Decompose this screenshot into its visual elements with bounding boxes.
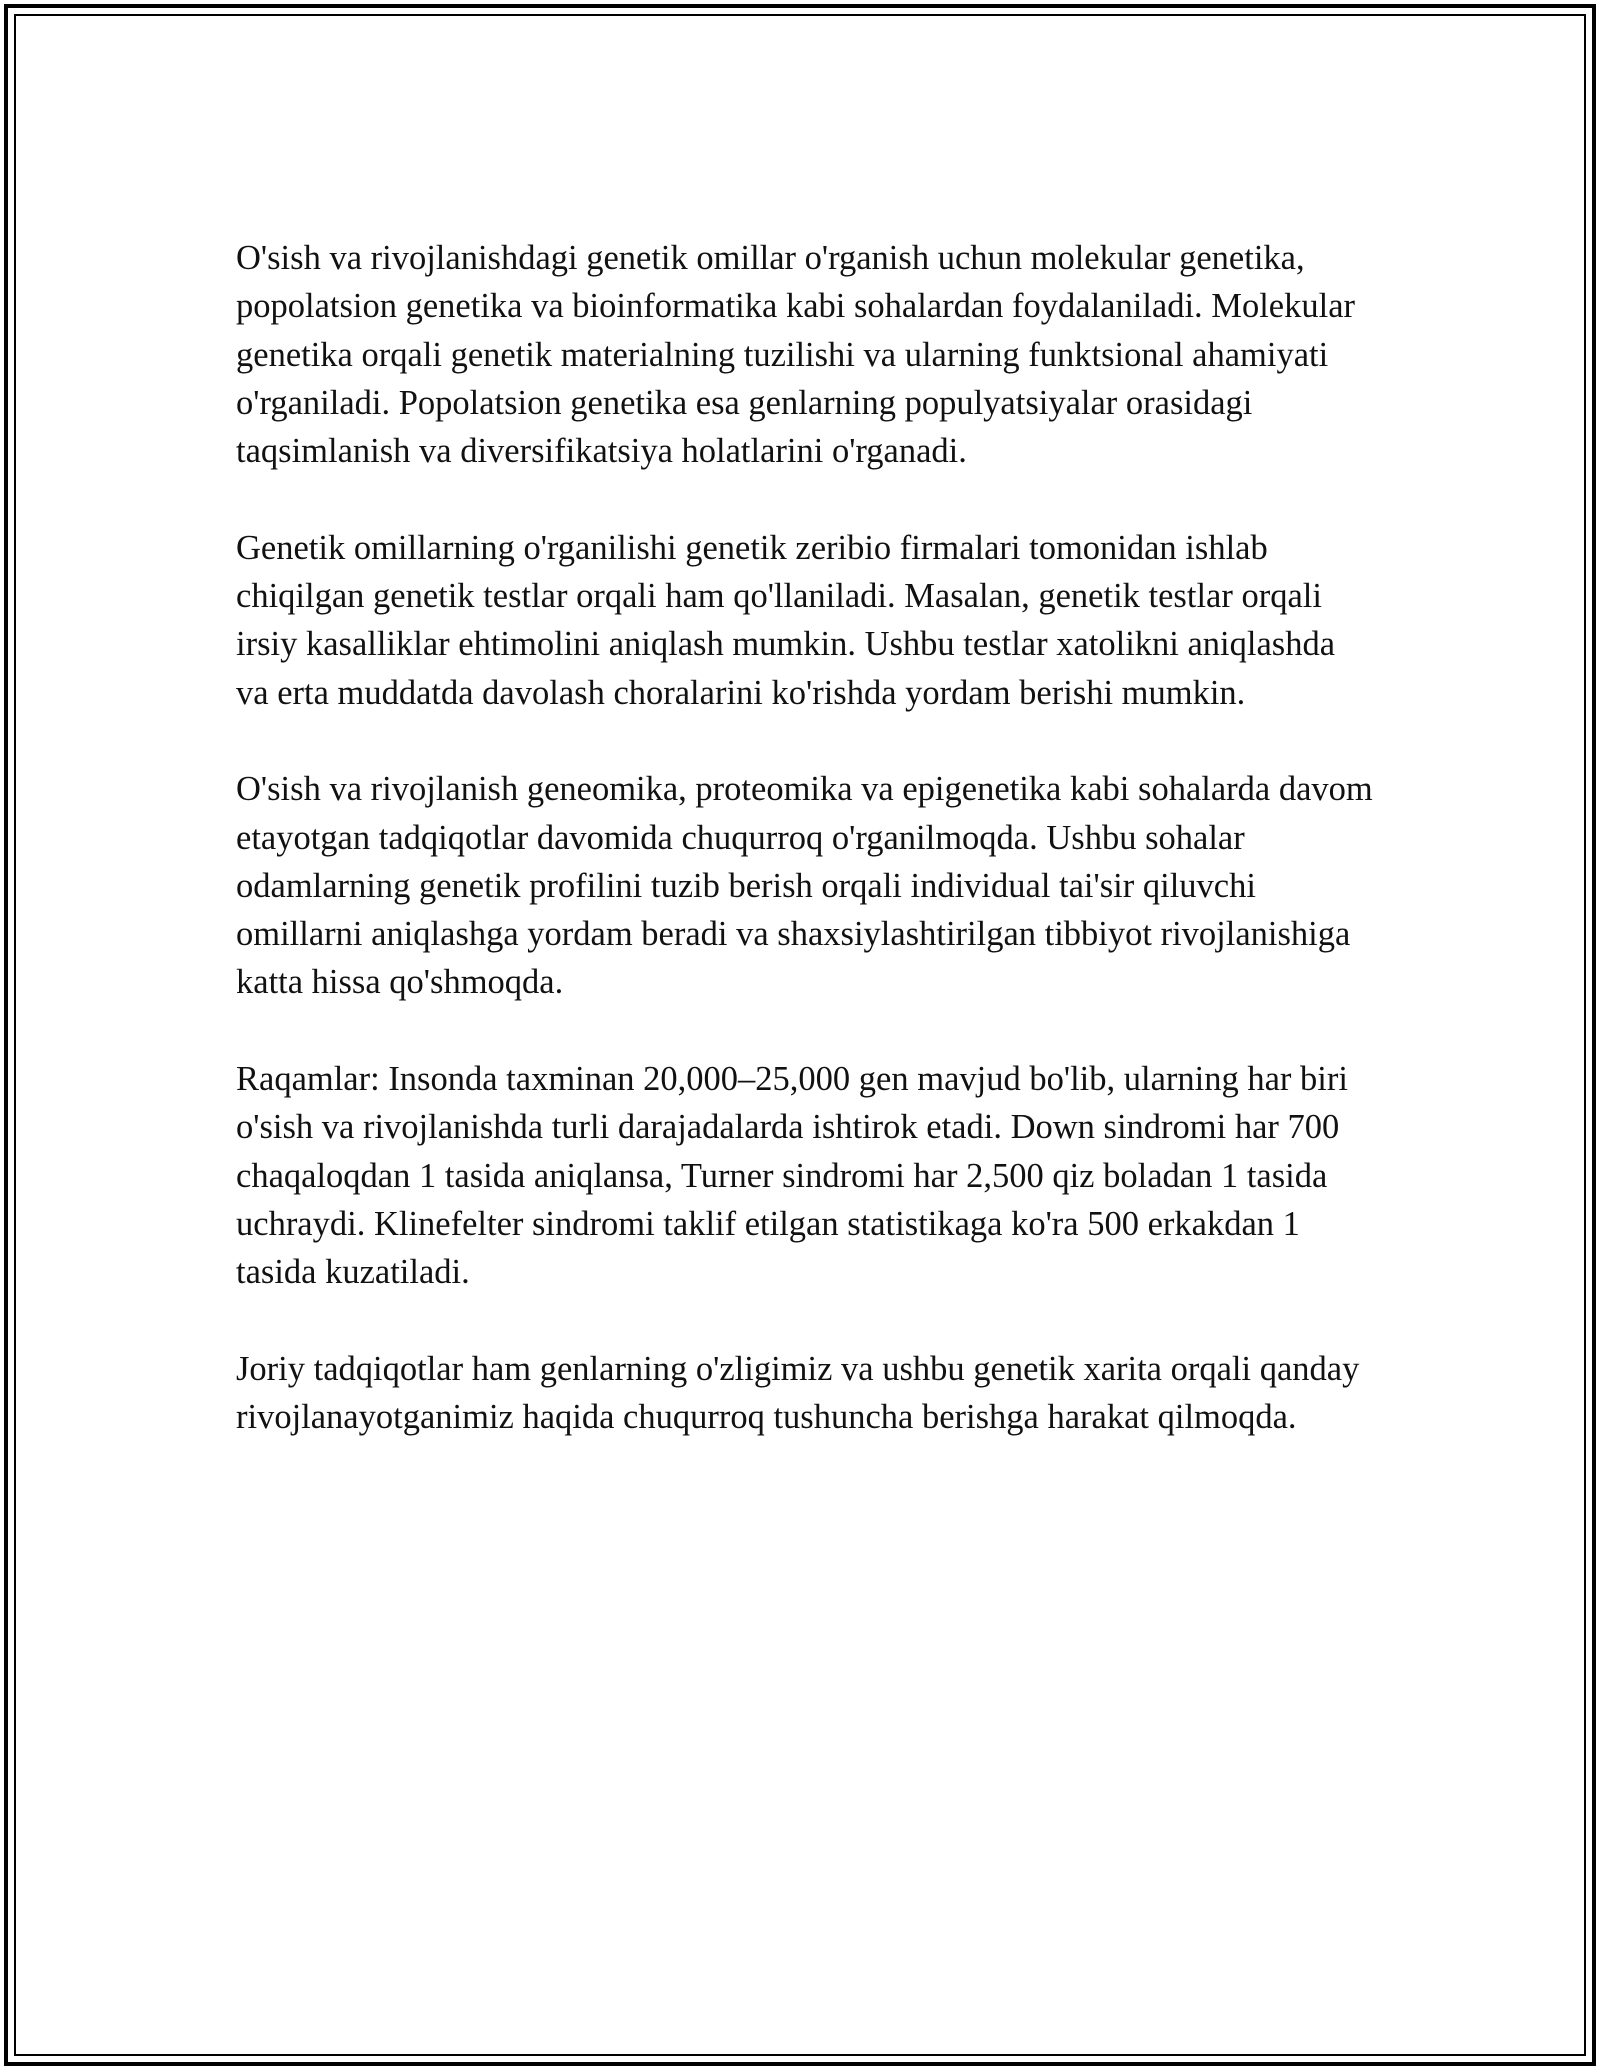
paragraph-current-research: Joriy tadqiqotlar ham genlarning o'zligimiz va ushbu genetik xarita orqali qanday rivojlanayotganimiz haqida chuqurroq tushuncha berishga harakat qilmoqda. — [236, 1349, 1360, 1437]
paragraph-omics-research: O'sish va rivojlanish geneomika, proteomika va epigenetika kabi sohalarda davom etayotgan tadqiqotlar davomida chuqurroq o'rganilmoqda. Ushbu sohalar odamlarning genetik profilini tuzib berish orqali individual tai'sir qiluvchi omillarni aniqlashga yordam beradi va shaxsiylashtirilgan tibbiyot rivojlanishiga katta hissa qo'shmoqda. — [236, 770, 1373, 1002]
paragraph-statistics: Raqamlar: Insonda taxminan 20,000–25,000 gen mavjud bo'lib, ularning har biri o'sish va rivojlanishda turli darajadalarda ishtirok etadi. Down sindromi har 700 chaqaloqdan 1 tasida aniqlansa, Turner sindromi har 2,500 qiz boladan 1 tasida uchraydi. Klinefelter sindromi taklif etilgan statistikaga ko'ra 500 erkakdan 1 tasida kuzatiladi. — [236, 1060, 1348, 1292]
paragraph-genetic-tests: Genetik omillarning o'rganilishi genetik zeribio firmalari tomonidan ishlab chiqilgan genetik testlar orqali ham qo'llaniladi. Masalan, genetik testlar orqali irsiy kasalliklar ehtimolini aniqlash mumkin. Ushbu testlar xatolikni aniqlashda va erta muddatda davolash choralarini ko'rishda yordam berishi mumkin. — [236, 528, 1336, 712]
document-body — [236, 234, 1376, 1490]
paragraph-genetic-fields: O'sish va rivojlanishdagi genetik omillar o'rganish uchun molekular genetika, popolatsion genetika va bioinformatika kabi sohalardan foydalaniladi. Molekular genetika orqali genetik materialning tuzilishi va ularning funktsional ahamiyati o'rganiladi. Popolatsion genetika esa genlarning populyatsiyalar orasidagi taqsimlanish va diversifikatsiya holatlarini o'rganadi. — [236, 239, 1356, 471]
